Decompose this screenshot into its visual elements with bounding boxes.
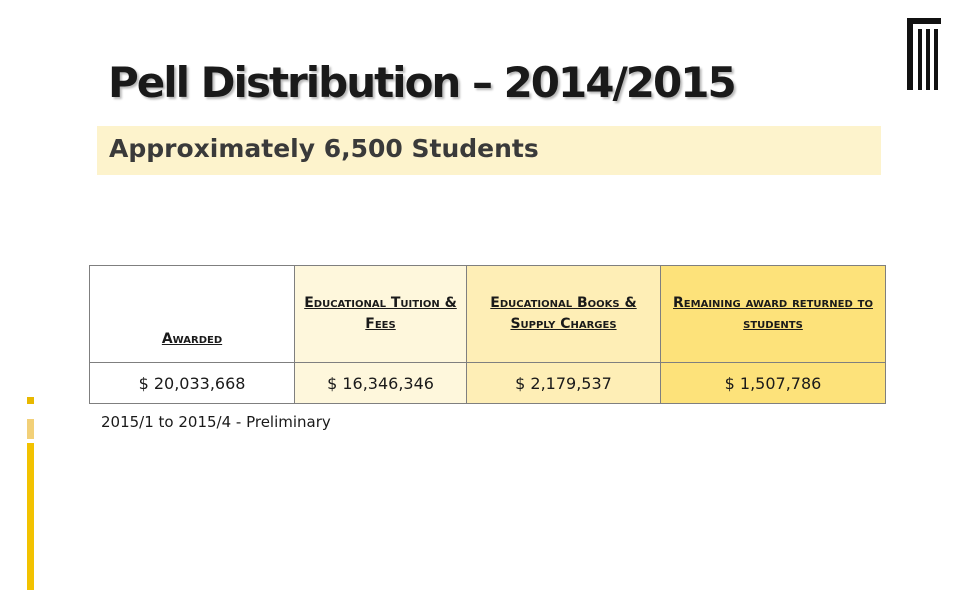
table-row <box>90 363 886 404</box>
accent-square <box>27 397 34 404</box>
accent-bar <box>27 443 34 590</box>
cell-remaining-award: $ 1,507,786 <box>661 363 886 404</box>
subtitle-banner <box>97 126 881 175</box>
cell-awarded: $ 20,033,668 <box>90 363 295 404</box>
header-awarded: Awarded <box>90 266 295 363</box>
header-remaining-award: Remaining award returned to students <box>661 266 886 363</box>
footnote: 2015/1 to 2015/4 - Preliminary <box>101 413 331 431</box>
header-books-supply: Educational Books & Supply Charges <box>467 266 661 363</box>
table-header-row <box>90 266 886 363</box>
slide-title: Pell Distribution – 2014/2015 <box>108 58 735 107</box>
cell-books-supply: $ 2,179,537 <box>467 363 661 404</box>
subtitle-text: Approximately 6,500 Students <box>109 134 539 163</box>
accent-bar-light <box>27 419 34 439</box>
header-tuition-fees: Educational Tuition & Fees <box>295 266 467 363</box>
document-corner-icon <box>907 18 941 90</box>
cell-tuition-fees: $ 16,346,346 <box>295 363 467 404</box>
pell-distribution-table <box>89 265 886 404</box>
